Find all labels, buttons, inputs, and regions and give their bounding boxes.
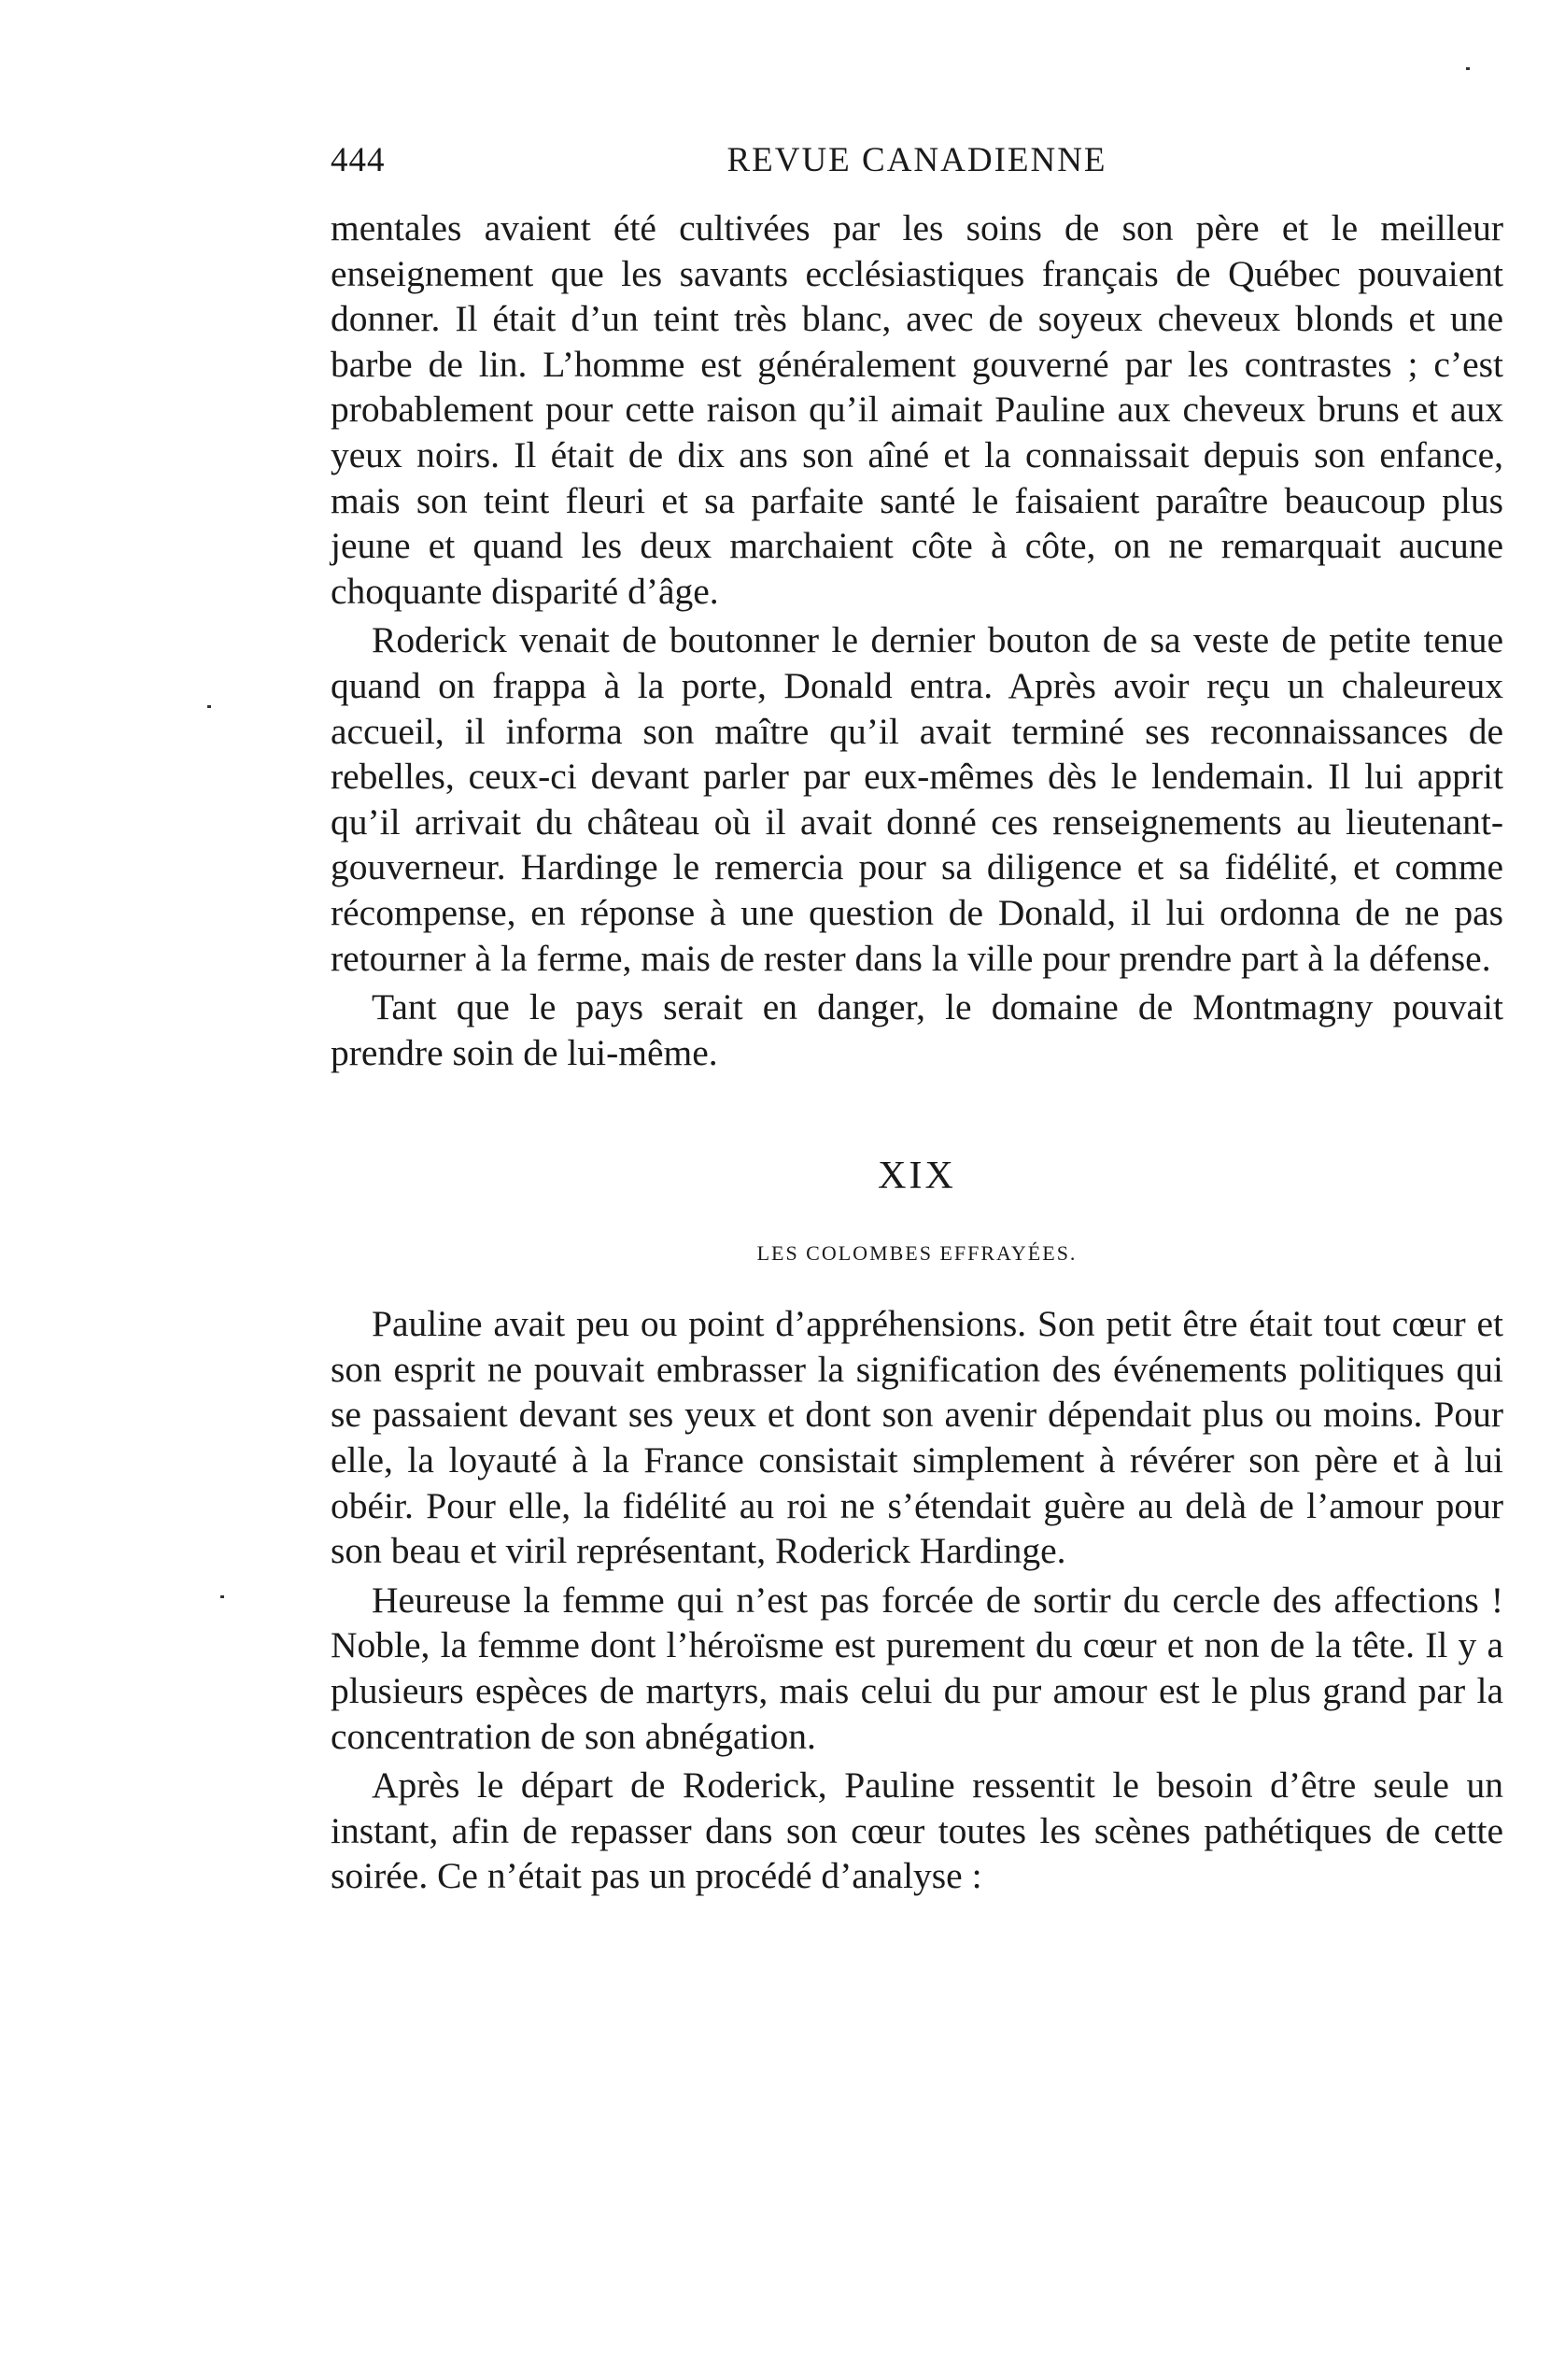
running-header (331, 131, 1503, 205)
paragraph-depart: Après le départ de Roderick, Pauline ressentit le besoin d’être seule un instant, afin de repasser dans son cœur toutes les scènes pathétiques de cette soirée. Ce n’était pas un procédé d’analyse : (331, 1764, 1503, 1897)
page-number: 444 (331, 141, 386, 179)
book-page (331, 131, 1503, 1899)
paragraph-roderick-donald: Roderick venait de boutonner le dernier bouton de sa veste de petite tenue quand on frappa à la porte, Donald entra. Après avoir reçu un chaleureux accueil, il informa son maître qu’il avait terminé ses reconnaissances de rebelles, ceux-ci devant parler par eux-mêmes dès le lendemain. Il lui apprit qu’il arrivait du château où il avait donné ces renseignements au lieutenant-gouverneur. Hardinge le remercia pour sa diligence et sa fidélité, et comme récompense, en réponse à une question de Donald, il lui ordonna de ne pas retourner à la ferme, mais de rester dans la ville pour prendre part à la défense. (331, 619, 1503, 979)
scan-speck (207, 705, 211, 708)
scan-speck (1466, 67, 1470, 70)
paragraph-montmagny: Tant que le pays serait en danger, le domaine de Montmagny pouvait prendre soin de lui-même. (331, 986, 1503, 1073)
chapter-number: XIX (878, 1155, 956, 1198)
running-title: REVUE CANADIENNE (726, 141, 1107, 179)
scan-speck (220, 1595, 224, 1598)
paragraph-pauline: Pauline avait peu ou point d’appréhensions. Son petit être était tout cœur et son esprit ne pouvait embrasser la signification des événements politiques qui se passaient devant ses yeux et dont son avenir dépendait plus ou moins. Pour elle, la loyauté à la France consistait simplement à révérer son père et à lui obéir. Pour elle, la fidélité au roi ne s’étendait guère au delà de l’amour pour son beau et viril représentant, Roderick Hardinge. (331, 1303, 1503, 1572)
paragraph-heureuse: Heureuse la femme qui n’est pas forcée de sortir du cercle des affections ! Noble, la femme dont l’héroïsme est purement du cœur et non de la tête. Il y a plusieurs espèces de martyrs, mais celui du pur amour est le plus grand par la concentration de son abnégation. (331, 1579, 1503, 1757)
paragraph-continued: mentales avaient été cultivées par les soins de son père et le meilleur enseignement que les savants ecclésiastiques français de Québec pouvaient donner. Il était d’un teint très blanc, avec de soyeux cheveux blonds et une barbe de lin. L’homme est généralement gouverné par les contrastes ; c’est probablement pour cette raison qu’il aimait Pauline aux cheveux bruns et aux yeux noirs. Il était de dix ans son aîné et la connaissait depuis son enfance, mais son teint fleuri et sa parfaite santé le faisaient paraître beaucoup plus jeune et quand les deux marchaient côte à côte, on ne remarquait aucune choquante disparité d’âge. (331, 207, 1503, 612)
chapter-title: LES COLOMBES EFFRAYÉES. (756, 1241, 1078, 1266)
